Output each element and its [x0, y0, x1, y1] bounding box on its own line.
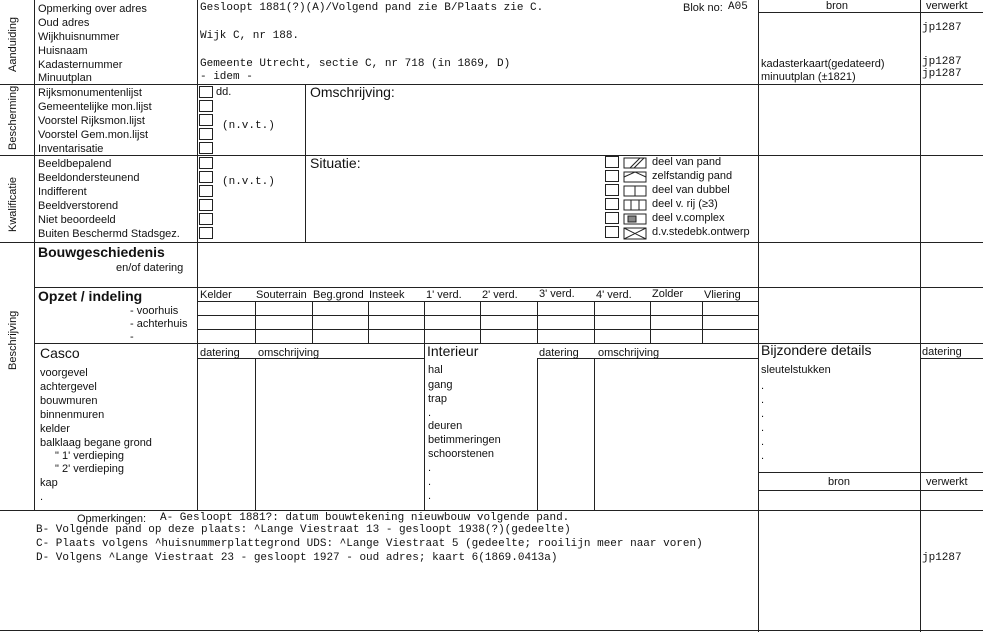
interieur-item: trap: [428, 393, 447, 405]
beschrijving-bottom-line: [0, 510, 983, 511]
interieur-item: .: [428, 407, 432, 419]
casco-item: binnenmuren: [40, 409, 105, 421]
casco-heading: Casco: [40, 345, 80, 361]
verwerkt-header: verwerkt: [926, 0, 968, 12]
section-label-aanduiding: Aanduiding: [7, 16, 19, 72]
casco-omschrijving-header: omschrijving: [258, 347, 320, 359]
section-column-line: [34, 0, 35, 510]
nvt-column-line: [305, 84, 306, 242]
opzet-row-empty: -: [130, 331, 134, 343]
opzet-col-beg-grond: Beg.grond: [313, 289, 364, 301]
checkbox-niet-beoordeeld[interactable]: [199, 213, 213, 225]
opzet-col-vliering: Vliering: [704, 289, 741, 301]
casco-item: " 2' verdieping: [55, 463, 124, 475]
casco-omschrijving-line: [255, 358, 256, 510]
opzet-col-kelder: Kelder: [200, 289, 232, 301]
label-niet-beoordeeld: Niet beoordeeld: [38, 214, 116, 226]
label-wijkhuisnummer: Wijkhuisnummer: [38, 31, 120, 43]
value-opmerking-adres: Gesloopt 1881(?)(A)/Volgend pand zie B/Plaats zie C.: [200, 2, 544, 14]
casco-item: achtergevel: [40, 381, 97, 393]
label-rijksmonumentenlijst: Rijksmonumentenlijst: [38, 87, 142, 99]
bijzondere-item: sleutelstukken: [761, 364, 831, 376]
label-indifferent: Indifferent: [38, 186, 87, 198]
page-bottom-line: [0, 630, 983, 631]
value-minuutplan: - idem -: [200, 71, 253, 83]
checkbox-voorstel-gem[interactable]: [199, 128, 213, 140]
checkbox-buiten-beschermd[interactable]: [199, 227, 213, 239]
header-line: [758, 12, 983, 13]
checkbox-zelfstandig-pand[interactable]: [605, 170, 619, 182]
checkbox-voorstel-rijksmon[interactable]: [199, 114, 213, 126]
detail-bron-line: [758, 472, 983, 473]
situatie-dv-stedebk-ontwerp: d.v.stedebk.ontwerp: [652, 226, 750, 238]
label-gemeentelijke-mon-lijst: Gemeentelijke mon.lijst: [38, 101, 152, 113]
verwerkt-header-lower: verwerkt: [926, 476, 968, 488]
checkbox-rijksmonumentenlijst[interactable]: [199, 86, 213, 98]
interieur-item: schoorstenen: [428, 448, 495, 460]
label-kadasternummer: Kadasternummer: [38, 59, 123, 71]
opzet-col-line: [594, 301, 595, 343]
checkbox-dv-stedebk-ontwerp[interactable]: [605, 226, 619, 238]
opzet-col-line: [255, 301, 256, 343]
label-beeldondersteunend: Beeldondersteunend: [38, 172, 140, 184]
verwerkt-left-line: [920, 0, 921, 632]
checkbox-gemeentelijke[interactable]: [199, 100, 213, 112]
bijzondere-item: .: [761, 450, 765, 462]
bijzondere-datering-header: datering: [922, 346, 962, 358]
checkbox-deel-van-dubbel[interactable]: [605, 184, 619, 196]
interieur-omschrijving-header: omschrijving: [598, 347, 660, 359]
casco-item: " 1' verdieping: [55, 450, 124, 462]
kwalificatie-bottom-line: [0, 242, 983, 243]
label-opmerking-adres: Opmerking over adres: [38, 3, 147, 15]
opmerkingen-label: Opmerkingen:: [77, 513, 147, 525]
opmerkingen-verwerkt: jp1287: [922, 552, 962, 564]
opzet-row-voorhuis: - voorhuis: [130, 305, 179, 317]
interieur-left-line: [424, 343, 425, 510]
casco-item: kap: [40, 477, 58, 489]
building-situation-icons: [622, 155, 650, 241]
opzet-col-1-verd: 1' verd.: [426, 289, 462, 301]
checkbox-beeldondersteunend[interactable]: [199, 171, 213, 183]
casco-item: bouwmuren: [40, 395, 98, 407]
checkbox-beeldbepalend[interactable]: [199, 157, 213, 169]
situatie-heading: Situatie:: [310, 155, 361, 171]
bijzondere-header-line: [920, 358, 983, 359]
label-beeldverstorend: Beeldverstorend: [38, 200, 119, 212]
section-label-bescherming: Bescherming: [7, 85, 19, 150]
bouwgeschiedenis-bottom-line: [34, 287, 983, 288]
casco-item: .: [40, 491, 44, 503]
checkbox-indifferent[interactable]: [199, 185, 213, 197]
bouwgeschiedenis-heading: Bouwgeschiedenis: [38, 244, 165, 260]
opzet-row-achterhuis: - achterhuis: [130, 318, 188, 330]
opmerking-line-d: D- Volgens ^Lange Viestraat 23 - gesloopt 1927 - oud adres; kaart 6(1869.0413a): [36, 552, 558, 564]
bescherming-bottom-line: [0, 155, 983, 156]
opzet-col-3-verd: 3' verd.: [539, 288, 575, 300]
blok-value: A05: [728, 1, 748, 13]
bijzondere-item: .: [761, 380, 765, 392]
checkbox-inventarisatie[interactable]: [199, 142, 213, 154]
casco-item: kelder: [40, 423, 70, 435]
bijzondere-item: .: [761, 422, 765, 434]
situatie-deel-v-complex: deel v.complex: [652, 212, 725, 224]
opmerking-line-a: A- Gesloopt 1881?: datum bouwtekening nieuwbouw volgende pand.: [160, 512, 570, 524]
casco-datering-line: [197, 343, 198, 510]
aanduiding-bottom-line: [0, 84, 983, 85]
bron-minuutplan: minuutplan (±1821): [761, 71, 856, 83]
opzet-col-line: [650, 301, 651, 343]
label-oud-adres: Oud adres: [38, 17, 90, 29]
detail-bron-header-line: [758, 490, 983, 491]
label-voorstel-gem-mon-lijst: Voorstel Gem.mon.lijst: [38, 129, 149, 141]
checkbox-deel-v-complex[interactable]: [605, 212, 619, 224]
omschrijving-heading: Omschrijving:: [310, 84, 395, 100]
value-kadasternummer: Gemeente Utrecht, sectie C, nr 718 (in 1869, D): [200, 58, 511, 70]
bescherming-nvt: (n.v.t.): [222, 120, 275, 132]
opmerking-line-b: B- Volgende pand op deze plaats: ^Lange Viestraat 13 - gesloopt 1938(?)(gedeelte): [36, 524, 571, 536]
label-minuutplan: Minuutplan: [38, 72, 92, 84]
interieur-omschrijving-line: [594, 358, 595, 510]
kwalificatie-nvt: (n.v.t.): [222, 176, 275, 188]
interieur-item: gang: [428, 379, 453, 391]
bron-header-lower: bron: [828, 476, 851, 488]
opzet-col-2-verd: 2' verd.: [482, 289, 518, 301]
opzet-row-line: [197, 329, 758, 330]
bijzondere-item: .: [761, 408, 765, 420]
interieur-item: .: [428, 462, 432, 474]
bijzondere-heading: Bijzondere details: [761, 342, 872, 358]
opzet-col-line: [537, 301, 538, 343]
section-label-beschrijving: Beschrijving: [7, 310, 19, 370]
section-label-kwalificatie: Kwalificatie: [7, 176, 19, 232]
situatie-deel-van-pand: deel van pand: [652, 156, 722, 168]
interieur-item: hal: [428, 364, 443, 376]
opzet-col-line: [480, 301, 481, 343]
opzet-row-line: [197, 315, 758, 316]
situatie-deel-v-rij: deel v. rij (≥3): [652, 198, 718, 210]
interieur-heading: Interieur: [427, 343, 479, 359]
interieur-item: betimmeringen: [428, 434, 501, 446]
checkbox-deel-v-rij[interactable]: [605, 198, 619, 210]
bouwgeschiedenis-sub: en/of datering: [116, 262, 184, 274]
casco-item: balklaag begane grond: [40, 437, 152, 449]
opzet-col-line: [424, 301, 425, 343]
situatie-zelfstandig-pand: zelfstandig pand: [652, 170, 733, 182]
blok-label: Blok no:: [683, 2, 723, 14]
interieur-item: deuren: [428, 420, 463, 432]
value-wijkhuisnummer: Wijk C, nr 188.: [200, 30, 300, 42]
opzet-col-insteek: Insteek: [369, 289, 405, 301]
interieur-datering-line: [537, 358, 538, 510]
bouwgeschiedenis-col-line: [197, 242, 198, 287]
casco-datering-header: datering: [200, 347, 240, 359]
verwerkt-entry: jp1287: [922, 68, 962, 80]
casco-item: voorgevel: [40, 367, 88, 379]
opzet-col-souterrain: Souterrain: [256, 289, 307, 301]
opzet-col-line: [312, 301, 313, 343]
bron-kadasterkaart: kadasterkaart(gedateerd): [761, 58, 885, 70]
label-buiten-beschermd: Buiten Beschermd Stadsgez.: [38, 228, 180, 240]
bijzondere-item: .: [761, 394, 765, 406]
opzet-heading: Opzet / indeling: [38, 288, 143, 304]
interieur-item: .: [428, 476, 432, 488]
bijzondere-item: .: [761, 436, 765, 448]
opmerking-line-c: C- Plaats volgens ^huisnummerplattegrond UDS: ^Lange Viestraat 5 (gedeelte; rooilijn meer naar voren): [36, 538, 703, 550]
label-beeldbepalend: Beeldbepalend: [38, 158, 112, 170]
situatie-deel-van-dubbel: deel van dubbel: [652, 184, 730, 196]
opzet-col-zolder: Zolder: [652, 288, 684, 300]
opzet-col-4-verd: 4' verd.: [596, 289, 632, 301]
interieur-item: .: [428, 490, 432, 502]
opzet-col-line: [368, 301, 369, 343]
verwerkt-entry: jp1287: [922, 22, 962, 34]
bron-header: bron: [826, 0, 849, 12]
bron-left-line: [758, 0, 759, 632]
checkbox-deel-van-pand[interactable]: [605, 156, 619, 168]
verwerkt-entry: jp1287: [922, 56, 962, 68]
label-voorstel-rijksmon-lijst: Voorstel Rijksmon.lijst: [38, 115, 145, 127]
interieur-datering-header: datering: [539, 347, 579, 359]
dd-label: dd.: [216, 86, 232, 98]
checkbox-beeldverstorend[interactable]: [199, 199, 213, 211]
label-column-line: [197, 0, 198, 242]
label-huisnaam: Huisnaam: [38, 45, 88, 57]
label-inventarisatie: Inventarisatie: [38, 143, 104, 155]
opzet-col-line: [702, 301, 703, 343]
opzet-row-line: [197, 301, 758, 302]
